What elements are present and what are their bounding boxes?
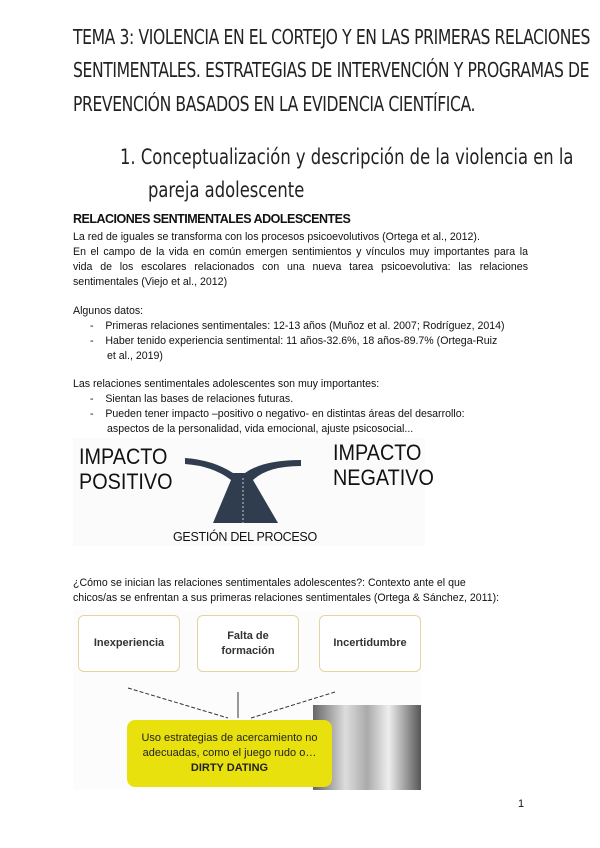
bullet-item: - Haber tenido experiencia sentimental: 11 años-32.6%, 18 años-89.7% (Ortega-Ruiz: [90, 335, 498, 347]
result-line: adecuadas, como el juego rudo o…: [142, 747, 317, 759]
result-line: Uso estrategias de acercamiento no: [141, 732, 318, 744]
bullet-item: - Pueden tener impacto –positivo o negativo- en distintas áreas del desarrollo:: [90, 408, 465, 420]
title-line: TEMA 3: VIOLENCIA EN EL CORTEJO Y EN LAS PRIMERAS RELACIONES: [73, 25, 591, 49]
bullet-item: - Primeras relaciones sentimentales: 12-13 años (Muñoz et al. 2007; Rodríguez, 2014): [90, 320, 505, 332]
road-fork-icon: [183, 448, 303, 523]
impact-figure: [73, 438, 434, 546]
paragraph-line: La red de iguales se transforma con los procesos psicoevolutivos (Ortega et al., 2012).: [73, 231, 480, 243]
bullet-item: - Sientan las bases de relaciones futuras.: [90, 393, 294, 405]
box-inexperiencia: Inexperiencia: [78, 615, 180, 672]
subsection-title: RELACIONES SENTIMENTALES ADOLESCENTES: [73, 212, 351, 226]
section-heading: 1. Conceptualización y descripción de la violencia en la: [120, 145, 574, 169]
impacto-negativo-label: IMPACTO NEGATIVO: [333, 440, 434, 490]
bullet-text: Pueden tener impacto –positivo o negativo- en distintas áreas del desarrollo:: [105, 408, 465, 420]
title-line: PREVENCIÓN BASADOS EN LA EVIDENCIA CIENTÍFICA.: [73, 92, 476, 116]
section-heading: pareja adolescente: [148, 178, 305, 202]
result-line: DIRTY DATING: [190, 762, 269, 774]
question-line: chicos/as se enfrentan a sus primeras relaciones sentimentales (Ortega & Sánchez, 2011):: [73, 592, 500, 604]
bullet-text: Primeras relaciones sentimentales: 12-13 años (Muñoz et al. 2007; Rodríguez, 2014): [105, 320, 505, 332]
impacto-positivo-label: IMPACTO POSITIVO: [79, 444, 173, 494]
box-incertidumbre: Incertidumbre: [319, 615, 421, 672]
question-line: ¿Cómo se inician las relaciones sentimentales adolescentes?: Contexto ante el que: [73, 577, 466, 589]
paragraph-line: En el campo de la vida en común emergen sentimientos y vínculos muy importantes para la: [73, 246, 528, 258]
gestion-label: GESTIÓN DEL PROCESO: [173, 530, 317, 544]
paragraph-line: vida de los escolares relacionados con una nueva tarea psicoevolutiva: las relaciones: [73, 261, 528, 273]
title-line: SENTIMENTALES. ESTRATEGIAS DE INTERVENCIÓN Y PROGRAMAS DE: [73, 58, 590, 82]
box-falta-formacion: Falta de formación: [197, 615, 299, 672]
bullet-continuation: et al., 2019): [107, 350, 163, 362]
arrows: [73, 610, 421, 720]
page-number: 1: [518, 798, 525, 810]
bullet-text: Haber tenido experiencia sentimental: 11 años-32.6%, 18 años-89.7% (Ortega-Ruiz: [105, 335, 498, 347]
dirty-dating-box: [127, 720, 332, 787]
bullet-continuation: aspectos de la personalidad, vida emocional, ajuste psicosocial...: [107, 423, 414, 435]
importantes-label: Las relaciones sentimentales adolescentes son muy importantes:: [73, 378, 380, 390]
datos-label: Algunos datos:: [73, 305, 144, 317]
paragraph-line: sentimentales (Viejo et al., 2012): [73, 276, 228, 288]
bullet-text: Sientan las bases de relaciones futuras.: [105, 393, 294, 405]
context-diagram: [73, 610, 421, 790]
